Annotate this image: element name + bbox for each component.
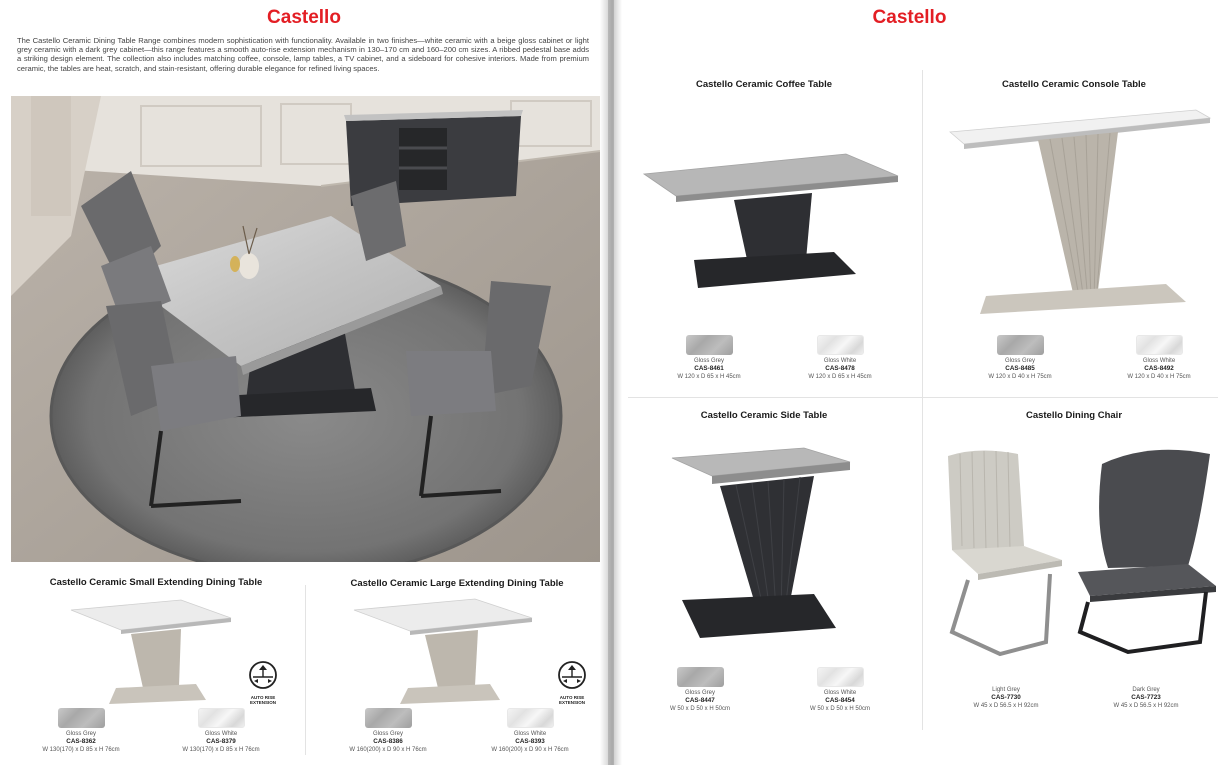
finish-option xyxy=(960,335,1080,381)
product-dimensions: W 120 x D 40 x H 75cm xyxy=(1127,374,1191,380)
finish-name: Gloss White xyxy=(823,358,857,364)
catalog-page-right xyxy=(614,0,1229,765)
product-title: Castello Ceramic Console Table xyxy=(1002,79,1146,90)
small-table-image xyxy=(61,596,241,706)
finish-name: Gloss White xyxy=(1142,358,1176,364)
product-console-table xyxy=(924,70,1224,395)
gloss-white-swatch xyxy=(507,708,554,728)
finish-option xyxy=(640,667,760,713)
finish-option xyxy=(780,335,900,381)
finish-name: Gloss White xyxy=(204,731,238,737)
auto-rise-icon xyxy=(248,660,278,690)
divider xyxy=(628,397,1218,398)
book-spine-shadow xyxy=(600,0,622,765)
finish-option xyxy=(1086,687,1206,710)
product-large-extending-table xyxy=(312,570,602,765)
product-small-extending-table xyxy=(11,570,301,765)
badge-label: AUTO RISE EXTENSION xyxy=(249,695,276,705)
finish-option xyxy=(649,335,769,381)
product-code: CAS-8393 xyxy=(515,738,545,745)
product-dimensions: W 120 x D 40 x H 75cm xyxy=(988,374,1052,380)
coffee-table-image xyxy=(636,148,906,298)
product-code: CAS-8386 xyxy=(373,738,403,745)
console-table-image xyxy=(946,106,1216,316)
product-code: CAS-7723 xyxy=(1131,694,1161,701)
divider xyxy=(305,585,306,755)
product-code: CAS-8454 xyxy=(825,697,855,704)
product-code: CAS-8379 xyxy=(206,738,236,745)
product-dimensions: W 130(170) x D 85 x H 76cm xyxy=(182,747,260,753)
finish-name: Gloss Grey xyxy=(693,358,724,364)
finish-name: Gloss Grey xyxy=(65,731,96,737)
auto-rise-icon xyxy=(557,660,587,690)
page-title: Castello xyxy=(872,7,947,28)
gloss-grey-swatch xyxy=(365,708,412,728)
finish-option xyxy=(470,708,590,754)
page-title: Castello xyxy=(267,7,341,28)
finish-option xyxy=(328,708,448,754)
finish-option xyxy=(946,687,1066,710)
dining-room-illustration xyxy=(11,96,600,562)
product-code: CAS-8492 xyxy=(1144,365,1174,372)
auto-rise-badge xyxy=(552,660,592,705)
product-dimensions: W 50 x D 50 x H 50cm xyxy=(669,706,731,712)
product-dimensions: W 120 x D 65 x H 45cm xyxy=(808,374,872,380)
product-code: CAS-7730 xyxy=(991,694,1021,701)
auto-rise-badge xyxy=(243,660,283,705)
product-code: CAS-8478 xyxy=(825,365,855,372)
dining-chairs-image xyxy=(938,446,1228,666)
product-code: CAS-8461 xyxy=(694,365,724,372)
product-dimensions: W 160(200) x D 90 x H 76cm xyxy=(491,747,569,753)
gloss-white-swatch xyxy=(817,335,864,355)
finish-option xyxy=(780,667,900,713)
product-dimensions: W 45 x D 56.5 x H 92cm xyxy=(973,703,1039,709)
product-dimensions: W 50 x D 50 x H 50cm xyxy=(809,706,871,712)
finish-name: Light Grey xyxy=(992,687,1020,693)
finish-name: Dark Grey xyxy=(1132,687,1160,693)
divider xyxy=(922,70,923,730)
gloss-white-swatch xyxy=(817,667,864,687)
gloss-grey-swatch xyxy=(58,708,105,728)
product-dimensions: W 45 x D 56.5 x H 92cm xyxy=(1113,703,1179,709)
product-title: Castello Ceramic Large Extending Dining Table xyxy=(350,578,564,589)
product-dimensions: W 130(170) x D 85 x H 76cm xyxy=(42,747,120,753)
product-dimensions: W 160(200) x D 90 x H 76cm xyxy=(349,747,427,753)
product-side-table xyxy=(614,400,914,725)
finish-name: Gloss Grey xyxy=(684,690,715,696)
light-grey-chair xyxy=(948,450,1062,654)
product-code: CAS-8447 xyxy=(685,697,715,704)
finish-name: Gloss White xyxy=(823,690,857,696)
finish-name: Gloss Grey xyxy=(1004,358,1035,364)
range-description: The Castello Ceramic Dining Table Range combines modern sophistication with functionality. Available in two finishes—white ceramic with a beige gloss cabinet or light grey ceramic with a dark grey cabinet—this range features a smooth auto-rise extension mechanism in 130–170 cm and 160–200 cm sizes. A ribbed pedestal base adds a striking design element. The collection also includes matching coffee, console, lamp tables, a TV cabinet, and a sideboard for cohesive interiors. Made from premium ceramic, the tables are heat, scratch, and stain-resistant, offering durable elegance for refined living spaces. xyxy=(17,36,589,73)
product-dimensions: W 120 x D 65 x H 45cm xyxy=(677,374,741,380)
product-title: Castello Ceramic Small Extending Dining Table xyxy=(49,577,263,588)
gloss-grey-swatch xyxy=(677,667,724,687)
product-dining-chair xyxy=(924,400,1224,725)
product-code: CAS-8485 xyxy=(1005,365,1035,372)
product-title: Castello Ceramic Coffee Table xyxy=(695,79,833,90)
hero-room-photo xyxy=(11,96,600,562)
product-code: CAS-8362 xyxy=(66,738,96,745)
side-table-image xyxy=(664,442,864,657)
dark-grey-chair xyxy=(1078,450,1216,652)
finish-name: Gloss Grey xyxy=(372,731,403,737)
badge-label: AUTO RISE EXTENSION xyxy=(558,695,585,705)
gloss-white-swatch xyxy=(1136,335,1183,355)
gloss-grey-swatch xyxy=(686,335,733,355)
large-table-image xyxy=(350,596,540,706)
gloss-grey-swatch xyxy=(997,335,1044,355)
product-title: Castello Ceramic Side Table xyxy=(700,410,828,421)
product-title: Castello Dining Chair xyxy=(1025,410,1123,421)
finish-option xyxy=(21,708,141,754)
product-coffee-table xyxy=(614,70,914,395)
catalog-page-left xyxy=(0,0,608,765)
finish-option xyxy=(161,708,281,754)
finish-name: Gloss White xyxy=(513,731,547,737)
finish-option xyxy=(1099,335,1219,381)
gloss-white-swatch xyxy=(198,708,245,728)
